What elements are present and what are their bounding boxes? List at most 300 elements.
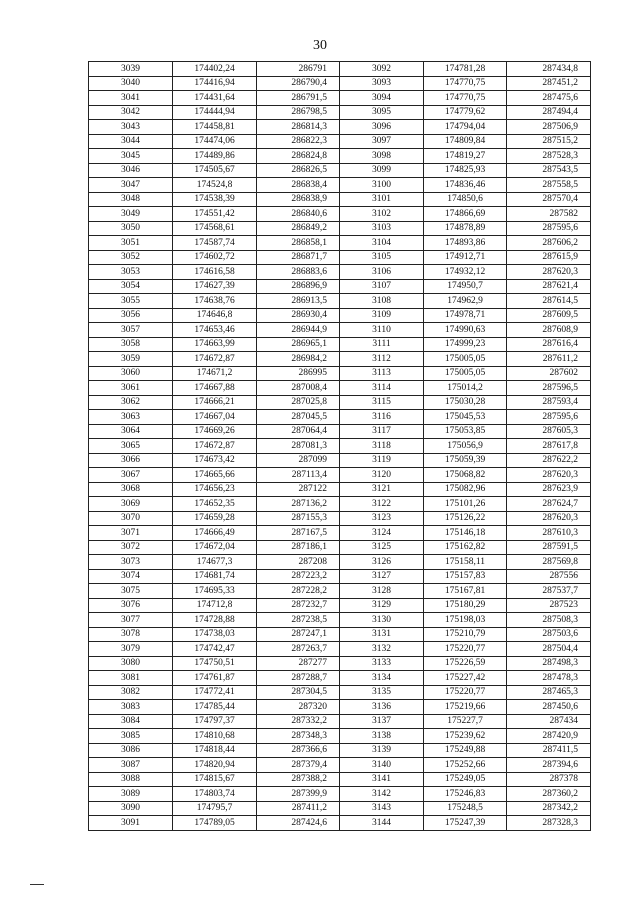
x-coordinate-left-cell: 174665,66 xyxy=(173,468,257,483)
table-row xyxy=(89,192,591,207)
y-coordinate-right-cell: 287605,3 xyxy=(507,424,591,439)
y-coordinate-right-cell: 287617,8 xyxy=(507,439,591,454)
point-number-right-cell: 3092 xyxy=(340,62,424,77)
y-coordinate-left-cell: 287064,4 xyxy=(257,424,340,439)
x-coordinate-left-cell: 174646,8 xyxy=(173,308,257,323)
y-coordinate-right-cell: 287420,9 xyxy=(507,729,591,744)
point-number-left-cell: 3060 xyxy=(89,366,173,381)
y-coordinate-right-cell: 287620,3 xyxy=(507,511,591,526)
y-coordinate-right-cell: 287595,6 xyxy=(507,410,591,425)
table-row xyxy=(89,453,591,468)
y-coordinate-right-cell: 287543,5 xyxy=(507,163,591,178)
point-number-right-cell: 3109 xyxy=(340,308,424,323)
table-row xyxy=(89,279,591,294)
y-coordinate-right-cell: 287411,5 xyxy=(507,743,591,758)
y-coordinate-right-cell: 287478,3 xyxy=(507,671,591,686)
point-number-right-cell: 3112 xyxy=(340,352,424,367)
coordinates-table xyxy=(88,61,591,831)
y-coordinate-left-cell: 287208 xyxy=(257,555,340,570)
point-number-left-cell: 3048 xyxy=(89,192,173,207)
coordinates-table-body xyxy=(89,62,591,831)
y-coordinate-right-cell: 287608,9 xyxy=(507,323,591,338)
x-coordinate-left-cell: 174489,86 xyxy=(173,149,257,164)
point-number-right-cell: 3141 xyxy=(340,772,424,787)
point-number-right-cell: 3101 xyxy=(340,192,424,207)
x-coordinate-right-cell: 175198,03 xyxy=(424,613,507,628)
x-coordinate-right-cell: 175167,81 xyxy=(424,584,507,599)
x-coordinate-right-cell: 175126,22 xyxy=(424,511,507,526)
point-number-left-cell: 3085 xyxy=(89,729,173,744)
x-coordinate-left-cell: 174402,24 xyxy=(173,62,257,77)
x-coordinate-right-cell: 175247,39 xyxy=(424,816,507,831)
x-coordinate-right-cell: 174794,04 xyxy=(424,120,507,135)
point-number-left-cell: 3053 xyxy=(89,265,173,280)
point-number-right-cell: 3122 xyxy=(340,497,424,512)
y-coordinate-left-cell: 287277 xyxy=(257,656,340,671)
x-coordinate-right-cell: 175220,77 xyxy=(424,685,507,700)
x-coordinate-left-cell: 174666,49 xyxy=(173,526,257,541)
x-coordinate-left-cell: 174785,44 xyxy=(173,700,257,715)
y-coordinate-right-cell: 287498,3 xyxy=(507,656,591,671)
x-coordinate-right-cell: 175059,39 xyxy=(424,453,507,468)
y-coordinate-left-cell: 286896,9 xyxy=(257,279,340,294)
point-number-right-cell: 3132 xyxy=(340,642,424,657)
table-row xyxy=(89,207,591,222)
y-coordinate-left-cell: 287113,4 xyxy=(257,468,340,483)
x-coordinate-left-cell: 174820,94 xyxy=(173,758,257,773)
y-coordinate-left-cell: 286944,9 xyxy=(257,323,340,338)
point-number-left-cell: 3055 xyxy=(89,294,173,309)
y-coordinate-left-cell: 287332,2 xyxy=(257,714,340,729)
point-number-right-cell: 3118 xyxy=(340,439,424,454)
y-coordinate-right-cell: 287569,8 xyxy=(507,555,591,570)
x-coordinate-left-cell: 174458,81 xyxy=(173,120,257,135)
point-number-left-cell: 3064 xyxy=(89,424,173,439)
y-coordinate-left-cell: 287232,7 xyxy=(257,598,340,613)
y-coordinate-right-cell: 287504,4 xyxy=(507,642,591,657)
point-number-right-cell: 3135 xyxy=(340,685,424,700)
y-coordinate-left-cell: 287081,3 xyxy=(257,439,340,454)
y-coordinate-right-cell: 287620,3 xyxy=(507,265,591,280)
point-number-left-cell: 3039 xyxy=(89,62,173,77)
y-coordinate-right-cell: 287624,7 xyxy=(507,497,591,512)
table-row xyxy=(89,526,591,541)
table-row xyxy=(89,120,591,135)
y-coordinate-right-cell: 287615,9 xyxy=(507,250,591,265)
y-coordinate-right-cell: 287508,3 xyxy=(507,613,591,628)
table-row xyxy=(89,656,591,671)
table-row xyxy=(89,497,591,512)
y-coordinate-right-cell: 287582 xyxy=(507,207,591,222)
table-row xyxy=(89,729,591,744)
x-coordinate-left-cell: 174712,8 xyxy=(173,598,257,613)
point-number-right-cell: 3123 xyxy=(340,511,424,526)
y-coordinate-left-cell: 286798,5 xyxy=(257,105,340,120)
point-number-left-cell: 3054 xyxy=(89,279,173,294)
point-number-right-cell: 3098 xyxy=(340,149,424,164)
table-row xyxy=(89,439,591,454)
y-coordinate-left-cell: 286913,5 xyxy=(257,294,340,309)
point-number-right-cell: 3096 xyxy=(340,120,424,135)
x-coordinate-right-cell: 175101,26 xyxy=(424,497,507,512)
table-row xyxy=(89,758,591,773)
point-number-left-cell: 3069 xyxy=(89,497,173,512)
x-coordinate-left-cell: 174587,74 xyxy=(173,236,257,251)
table-row xyxy=(89,555,591,570)
y-coordinate-left-cell: 287424,6 xyxy=(257,816,340,831)
x-coordinate-left-cell: 174524,8 xyxy=(173,178,257,193)
x-coordinate-left-cell: 174671,2 xyxy=(173,366,257,381)
point-number-left-cell: 3088 xyxy=(89,772,173,787)
x-coordinate-left-cell: 174795,7 xyxy=(173,801,257,816)
table-row xyxy=(89,221,591,236)
x-coordinate-left-cell: 174803,74 xyxy=(173,787,257,802)
point-number-left-cell: 3072 xyxy=(89,540,173,555)
x-coordinate-left-cell: 174551,42 xyxy=(173,207,257,222)
point-number-left-cell: 3071 xyxy=(89,526,173,541)
page-number: 30 xyxy=(313,38,327,53)
x-coordinate-left-cell: 174444,94 xyxy=(173,105,257,120)
x-coordinate-right-cell: 175158,11 xyxy=(424,555,507,570)
table-row xyxy=(89,236,591,251)
y-coordinate-left-cell: 287379,4 xyxy=(257,758,340,773)
y-coordinate-left-cell: 286838,4 xyxy=(257,178,340,193)
y-coordinate-right-cell: 287596,5 xyxy=(507,381,591,396)
point-number-right-cell: 3108 xyxy=(340,294,424,309)
y-coordinate-right-cell: 287537,7 xyxy=(507,584,591,599)
x-coordinate-right-cell: 174781,28 xyxy=(424,62,507,77)
point-number-right-cell: 3131 xyxy=(340,627,424,642)
y-coordinate-left-cell: 286840,6 xyxy=(257,207,340,222)
x-coordinate-right-cell: 174770,75 xyxy=(424,91,507,106)
x-coordinate-left-cell: 174416,94 xyxy=(173,76,257,91)
table-row xyxy=(89,105,591,120)
table-row xyxy=(89,424,591,439)
y-coordinate-left-cell: 286838,9 xyxy=(257,192,340,207)
x-coordinate-left-cell: 174677,3 xyxy=(173,555,257,570)
point-number-right-cell: 3113 xyxy=(340,366,424,381)
x-coordinate-left-cell: 174505,67 xyxy=(173,163,257,178)
point-number-left-cell: 3041 xyxy=(89,91,173,106)
y-coordinate-right-cell: 287593,4 xyxy=(507,395,591,410)
x-coordinate-right-cell: 175227,42 xyxy=(424,671,507,686)
x-coordinate-left-cell: 174772,41 xyxy=(173,685,257,700)
point-number-left-cell: 3068 xyxy=(89,482,173,497)
y-coordinate-left-cell: 286822,3 xyxy=(257,134,340,149)
point-number-right-cell: 3102 xyxy=(340,207,424,222)
y-coordinate-right-cell: 287614,5 xyxy=(507,294,591,309)
x-coordinate-right-cell: 174912,71 xyxy=(424,250,507,265)
table-row xyxy=(89,613,591,628)
y-coordinate-right-cell: 287621,4 xyxy=(507,279,591,294)
y-coordinate-left-cell: 287099 xyxy=(257,453,340,468)
y-coordinate-left-cell: 286791,5 xyxy=(257,91,340,106)
point-number-left-cell: 3063 xyxy=(89,410,173,425)
y-coordinate-left-cell: 286858,1 xyxy=(257,236,340,251)
point-number-left-cell: 3059 xyxy=(89,352,173,367)
point-number-right-cell: 3130 xyxy=(340,613,424,628)
point-number-left-cell: 3044 xyxy=(89,134,173,149)
x-coordinate-left-cell: 174538,39 xyxy=(173,192,257,207)
y-coordinate-right-cell: 287623,9 xyxy=(507,482,591,497)
point-number-right-cell: 3137 xyxy=(340,714,424,729)
y-coordinate-right-cell: 287556 xyxy=(507,569,591,584)
y-coordinate-left-cell: 287388,2 xyxy=(257,772,340,787)
y-coordinate-right-cell: 287610,3 xyxy=(507,526,591,541)
y-coordinate-left-cell: 287348,3 xyxy=(257,729,340,744)
y-coordinate-left-cell: 287122 xyxy=(257,482,340,497)
y-coordinate-left-cell: 286965,1 xyxy=(257,337,340,352)
x-coordinate-left-cell: 174738,03 xyxy=(173,627,257,642)
y-coordinate-left-cell: 287399,9 xyxy=(257,787,340,802)
table-row xyxy=(89,323,591,338)
y-coordinate-left-cell: 286826,5 xyxy=(257,163,340,178)
y-coordinate-left-cell: 286849,2 xyxy=(257,221,340,236)
x-coordinate-left-cell: 174653,46 xyxy=(173,323,257,338)
point-number-right-cell: 3111 xyxy=(340,337,424,352)
x-coordinate-left-cell: 174818,44 xyxy=(173,743,257,758)
x-coordinate-left-cell: 174568,61 xyxy=(173,221,257,236)
table-row xyxy=(89,714,591,729)
x-coordinate-left-cell: 174750,51 xyxy=(173,656,257,671)
table-row xyxy=(89,308,591,323)
x-coordinate-right-cell: 175226,59 xyxy=(424,656,507,671)
y-coordinate-left-cell: 286790,4 xyxy=(257,76,340,91)
point-number-right-cell: 3138 xyxy=(340,729,424,744)
point-number-right-cell: 3143 xyxy=(340,801,424,816)
x-coordinate-right-cell: 174866,69 xyxy=(424,207,507,222)
y-coordinate-left-cell: 287288,7 xyxy=(257,671,340,686)
y-coordinate-right-cell: 287591,5 xyxy=(507,540,591,555)
x-coordinate-right-cell: 175210,79 xyxy=(424,627,507,642)
point-number-left-cell: 3070 xyxy=(89,511,173,526)
y-coordinate-left-cell: 287223,2 xyxy=(257,569,340,584)
x-coordinate-right-cell: 174825,93 xyxy=(424,163,507,178)
y-coordinate-right-cell: 287606,2 xyxy=(507,236,591,251)
x-coordinate-left-cell: 174742,47 xyxy=(173,642,257,657)
table-row xyxy=(89,366,591,381)
point-number-left-cell: 3058 xyxy=(89,337,173,352)
point-number-right-cell: 3128 xyxy=(340,584,424,599)
point-number-right-cell: 3106 xyxy=(340,265,424,280)
point-number-right-cell: 3129 xyxy=(340,598,424,613)
y-coordinate-right-cell: 287528,3 xyxy=(507,149,591,164)
x-coordinate-right-cell: 175239,62 xyxy=(424,729,507,744)
point-number-left-cell: 3075 xyxy=(89,584,173,599)
table-row xyxy=(89,163,591,178)
y-coordinate-left-cell: 286824,8 xyxy=(257,149,340,164)
y-coordinate-right-cell: 287494,4 xyxy=(507,105,591,120)
y-coordinate-left-cell: 287263,7 xyxy=(257,642,340,657)
y-coordinate-right-cell: 287465,3 xyxy=(507,685,591,700)
y-coordinate-right-cell: 287378 xyxy=(507,772,591,787)
x-coordinate-right-cell: 175146,18 xyxy=(424,526,507,541)
point-number-left-cell: 3081 xyxy=(89,671,173,686)
x-coordinate-right-cell: 175248,5 xyxy=(424,801,507,816)
y-coordinate-right-cell: 287342,2 xyxy=(507,801,591,816)
point-number-right-cell: 3127 xyxy=(340,569,424,584)
point-number-left-cell: 3083 xyxy=(89,700,173,715)
y-coordinate-right-cell: 287616,4 xyxy=(507,337,591,352)
point-number-right-cell: 3114 xyxy=(340,381,424,396)
x-coordinate-right-cell: 175056,9 xyxy=(424,439,507,454)
point-number-right-cell: 3136 xyxy=(340,700,424,715)
table-row xyxy=(89,381,591,396)
y-coordinate-right-cell: 287360,2 xyxy=(507,787,591,802)
x-coordinate-left-cell: 174666,21 xyxy=(173,395,257,410)
x-coordinate-left-cell: 174667,04 xyxy=(173,410,257,425)
point-number-left-cell: 3043 xyxy=(89,120,173,135)
x-coordinate-right-cell: 175180,29 xyxy=(424,598,507,613)
table-row xyxy=(89,816,591,831)
y-coordinate-right-cell: 287515,2 xyxy=(507,134,591,149)
x-coordinate-left-cell: 174638,76 xyxy=(173,294,257,309)
y-coordinate-right-cell: 287602 xyxy=(507,366,591,381)
y-coordinate-left-cell: 286883,6 xyxy=(257,265,340,280)
x-coordinate-left-cell: 174656,23 xyxy=(173,482,257,497)
x-coordinate-right-cell: 175246,83 xyxy=(424,787,507,802)
x-coordinate-right-cell: 174779,62 xyxy=(424,105,507,120)
point-number-left-cell: 3065 xyxy=(89,439,173,454)
table-row xyxy=(89,598,591,613)
x-coordinate-left-cell: 174669,26 xyxy=(173,424,257,439)
table-row xyxy=(89,294,591,309)
y-coordinate-left-cell: 287366,6 xyxy=(257,743,340,758)
x-coordinate-right-cell: 175045,53 xyxy=(424,410,507,425)
table-row xyxy=(89,642,591,657)
point-number-right-cell: 3093 xyxy=(340,76,424,91)
point-number-right-cell: 3115 xyxy=(340,395,424,410)
table-row xyxy=(89,352,591,367)
x-coordinate-left-cell: 174672,87 xyxy=(173,352,257,367)
x-coordinate-right-cell: 174809,84 xyxy=(424,134,507,149)
y-coordinate-left-cell: 287228,2 xyxy=(257,584,340,599)
y-coordinate-left-cell: 287304,5 xyxy=(257,685,340,700)
point-number-left-cell: 3077 xyxy=(89,613,173,628)
x-coordinate-right-cell: 175249,05 xyxy=(424,772,507,787)
x-coordinate-left-cell: 174695,33 xyxy=(173,584,257,599)
table-row xyxy=(89,671,591,686)
point-number-left-cell: 3079 xyxy=(89,642,173,657)
table-row xyxy=(89,801,591,816)
x-coordinate-left-cell: 174602,72 xyxy=(173,250,257,265)
table-row xyxy=(89,178,591,193)
y-coordinate-right-cell: 287558,5 xyxy=(507,178,591,193)
point-number-right-cell: 3125 xyxy=(340,540,424,555)
y-coordinate-right-cell: 287622,2 xyxy=(507,453,591,468)
x-coordinate-right-cell: 175030,28 xyxy=(424,395,507,410)
point-number-left-cell: 3087 xyxy=(89,758,173,773)
y-coordinate-right-cell: 287434,8 xyxy=(507,62,591,77)
point-number-right-cell: 3116 xyxy=(340,410,424,425)
table-row xyxy=(89,569,591,584)
point-number-left-cell: 3042 xyxy=(89,105,173,120)
x-coordinate-right-cell: 174999,23 xyxy=(424,337,507,352)
y-coordinate-right-cell: 287451,2 xyxy=(507,76,591,91)
x-coordinate-left-cell: 174789,05 xyxy=(173,816,257,831)
table-row xyxy=(89,772,591,787)
point-number-right-cell: 3144 xyxy=(340,816,424,831)
x-coordinate-left-cell: 174616,58 xyxy=(173,265,257,280)
x-coordinate-right-cell: 174770,75 xyxy=(424,76,507,91)
y-coordinate-left-cell: 287167,5 xyxy=(257,526,340,541)
x-coordinate-right-cell: 174850,6 xyxy=(424,192,507,207)
point-number-left-cell: 3047 xyxy=(89,178,173,193)
table-row xyxy=(89,91,591,106)
x-coordinate-right-cell: 175005,05 xyxy=(424,352,507,367)
point-number-left-cell: 3052 xyxy=(89,250,173,265)
point-number-left-cell: 3051 xyxy=(89,236,173,251)
y-coordinate-right-cell: 287506,9 xyxy=(507,120,591,135)
point-number-right-cell: 3105 xyxy=(340,250,424,265)
point-number-left-cell: 3082 xyxy=(89,685,173,700)
y-coordinate-left-cell: 287008,4 xyxy=(257,381,340,396)
x-coordinate-left-cell: 174663,99 xyxy=(173,337,257,352)
x-coordinate-right-cell: 174990,63 xyxy=(424,323,507,338)
point-number-left-cell: 3080 xyxy=(89,656,173,671)
point-number-right-cell: 3140 xyxy=(340,758,424,773)
y-coordinate-left-cell: 286791 xyxy=(257,62,340,77)
table-row xyxy=(89,540,591,555)
x-coordinate-right-cell: 175053,85 xyxy=(424,424,507,439)
x-coordinate-left-cell: 174673,42 xyxy=(173,453,257,468)
point-number-left-cell: 3076 xyxy=(89,598,173,613)
y-coordinate-left-cell: 287320 xyxy=(257,700,340,715)
x-coordinate-right-cell: 174893,86 xyxy=(424,236,507,251)
x-coordinate-right-cell: 175227,7 xyxy=(424,714,507,729)
point-number-left-cell: 3046 xyxy=(89,163,173,178)
x-coordinate-left-cell: 174667,88 xyxy=(173,381,257,396)
point-number-left-cell: 3091 xyxy=(89,816,173,831)
x-coordinate-right-cell: 174962,9 xyxy=(424,294,507,309)
y-coordinate-left-cell: 287411,2 xyxy=(257,801,340,816)
y-coordinate-left-cell: 286871,7 xyxy=(257,250,340,265)
point-number-left-cell: 3056 xyxy=(89,308,173,323)
y-coordinate-left-cell: 286814,3 xyxy=(257,120,340,135)
point-number-right-cell: 3095 xyxy=(340,105,424,120)
x-coordinate-left-cell: 174672,04 xyxy=(173,540,257,555)
point-number-right-cell: 3107 xyxy=(340,279,424,294)
point-number-left-cell: 3049 xyxy=(89,207,173,222)
y-coordinate-right-cell: 287570,4 xyxy=(507,192,591,207)
x-coordinate-right-cell: 174819,27 xyxy=(424,149,507,164)
point-number-left-cell: 3061 xyxy=(89,381,173,396)
point-number-left-cell: 3089 xyxy=(89,787,173,802)
x-coordinate-right-cell: 175014,2 xyxy=(424,381,507,396)
table-row xyxy=(89,584,591,599)
point-number-left-cell: 3073 xyxy=(89,555,173,570)
point-number-right-cell: 3099 xyxy=(340,163,424,178)
y-coordinate-left-cell: 287025,8 xyxy=(257,395,340,410)
x-coordinate-left-cell: 174431,64 xyxy=(173,91,257,106)
x-coordinate-left-cell: 174659,28 xyxy=(173,511,257,526)
x-coordinate-right-cell: 175220,77 xyxy=(424,642,507,657)
x-coordinate-right-cell: 174978,71 xyxy=(424,308,507,323)
table-row xyxy=(89,787,591,802)
y-coordinate-left-cell: 286984,2 xyxy=(257,352,340,367)
point-number-right-cell: 3126 xyxy=(340,555,424,570)
point-number-right-cell: 3119 xyxy=(340,453,424,468)
y-coordinate-right-cell: 287620,3 xyxy=(507,468,591,483)
point-number-right-cell: 3100 xyxy=(340,178,424,193)
x-coordinate-left-cell: 174672,87 xyxy=(173,439,257,454)
footer-rule xyxy=(30,884,44,885)
point-number-left-cell: 3067 xyxy=(89,468,173,483)
point-number-right-cell: 3134 xyxy=(340,671,424,686)
x-coordinate-right-cell: 175068,82 xyxy=(424,468,507,483)
point-number-right-cell: 3104 xyxy=(340,236,424,251)
table-row xyxy=(89,511,591,526)
